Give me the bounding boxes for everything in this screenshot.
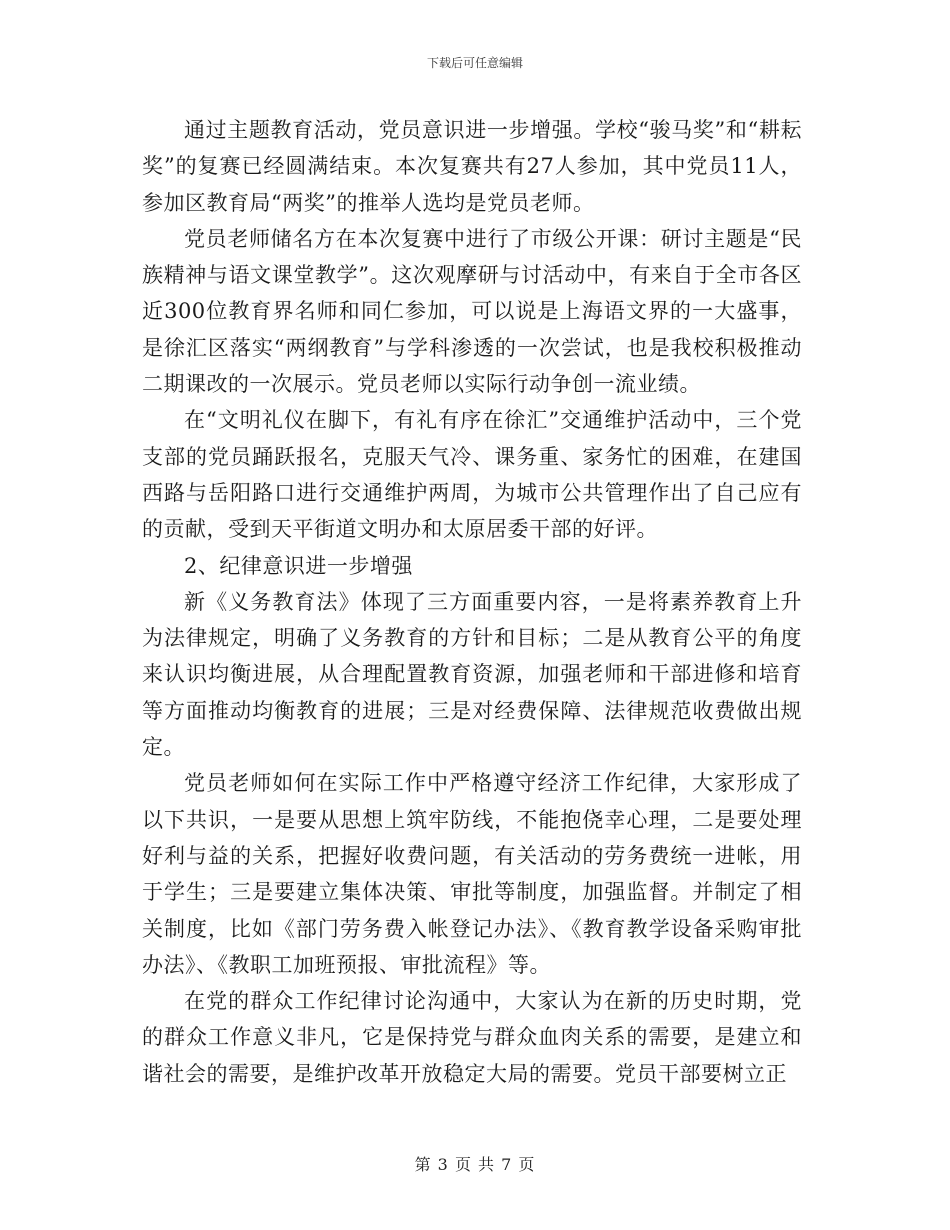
paragraph-public-lesson: 党员老师储名方在本次复赛中进行了市级公开课：研讨主题是“民族精神与语文课堂教学”。这次观摩研与讨活动中，有来自于全市各区近300位教育界名师和同仁参加，可以说是上海语文界的一大盛事，是徐汇区落实“两纲教育”与学科渗透的一次尝试，也是我校积极推动二期课改的一次展示。党员老师以实际行动争创一流业绩。 [142,226,802,397]
paragraph-education-law: 新《义务教育法》体现了三方面重要内容，一是将素养教育上升为法律规定，明确了义务教育的方针和目标；二是从教育公平的角度来认识均衡进展，从合理配置教育资源，加强老师和干部进修和培育等方面推动均衡教育的进展；三是对经费保障、法律规范收费做出规定。 [142,589,802,760]
paragraph-traffic-activity: 在“文明礼仪在脚下，有礼有序在徐汇”交通维护活动中，三个党支部的党员踊跃报名，克服天气冷、课务重、家务忙的困难，在建国西路与岳阳路口进行交通维护两周，为城市公共管理作出了自己应有的贡献，受到天平街道文明办和太原居委干部的好评。 [142,408,802,542]
page-header: 下载后可任意编辑 [426,56,523,70]
paragraph-economic-discipline: 党员老师如何在实际工作中严格遵守经济工作纪律，大家形成了以下共识，一是要从思想上筑牢防线，不能抱侥幸心理，二是要处理好利与益的关系，把握好收费问题，有关活动的劳务费统一进帐，用于学生；三是要建立集体决策、审批等制度，加强监督。并制定了相关制度，比如《部门劳务费入帐登记办法》、《教育教学设备采购审批办法》、《教职工加班预报、审批流程》等。 [142,771,802,977]
section-heading-discipline: 2、纪律意识进一步增强 [184,553,413,578]
paragraph-mass-work: 在党的群众工作纪律讨论沟通中，大家认为在新的历史时期，党的群众工作意义非凡，它是保持党与群众血肉关系的需要，是建立和谐社会的需要，是维护改革开放稳定大局的需要。党员干部要树立正 [142,989,802,1086]
page-number: 第 3 页 共 7 页 [414,1155,536,1174]
document-body [142,112,802,1092]
paragraph-party-awareness: 通过主题教育活动，党员意识进一步增强。学校“骏马奖”和“耕耘奖”的复赛已经圆满结束。本次复赛共有27人参加，其中党员11人，参加区教育局“两奖”的推举人选均是党员老师。 [142,118,802,215]
